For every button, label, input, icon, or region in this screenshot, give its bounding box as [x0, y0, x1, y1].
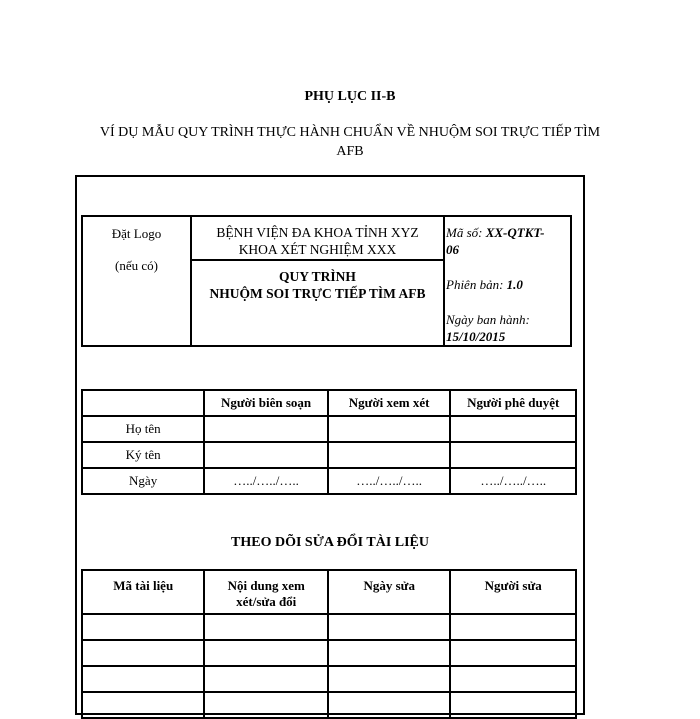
revision-cell[interactable]	[204, 666, 328, 692]
appendix-title: PHỤ LỤC II-B	[304, 89, 396, 104]
issue-date	[446, 311, 570, 345]
revision-table	[81, 569, 577, 719]
hospital-line2: KHOA XÉT NGHIỆM XXX	[238, 242, 397, 257]
procedure-line2: NHUỘM SOI TRỰC TIẾP TÌM AFB	[209, 286, 426, 301]
approval-row-label: Ký tên	[82, 442, 204, 468]
hospital-line1: BỆNH VIỆN ĐA KHOA TỈNH XYZ	[216, 225, 419, 240]
logo-note: (nếu có)	[115, 258, 158, 273]
revision-header-row	[82, 570, 576, 614]
approval-cell[interactable]	[328, 416, 451, 442]
approval-cell[interactable]	[204, 442, 328, 468]
revision-col-content-line1: Nội dung xem	[227, 578, 305, 593]
procedure-title	[192, 268, 443, 302]
revision-row	[82, 666, 576, 692]
document-version	[446, 277, 570, 293]
revision-col-content	[204, 570, 328, 614]
revision-cell[interactable]	[82, 640, 204, 666]
approval-col-approver: Người phê duyệt	[450, 390, 576, 416]
approval-col-reviewer: Người xem xét	[328, 390, 451, 416]
issue-date-label: Ngày ban hành:	[446, 312, 530, 327]
issue-date-value: 15/10/2015	[446, 329, 506, 344]
revision-cell[interactable]	[328, 692, 450, 718]
code-value-line1: XX-QTKT-	[485, 225, 545, 240]
document-title-line2: AFB	[336, 144, 364, 159]
version-label: Phiên bản:	[446, 277, 504, 292]
version-value: 1.0	[506, 277, 523, 292]
document-title	[40, 123, 660, 161]
revision-cell[interactable]	[204, 640, 328, 666]
revision-cell[interactable]	[328, 640, 450, 666]
approval-cell[interactable]	[204, 416, 328, 442]
approval-row-signature	[82, 442, 576, 468]
approval-row-label: Họ tên	[82, 416, 204, 442]
procedure-line1: QUY TRÌNH	[279, 269, 356, 284]
revision-row	[82, 640, 576, 666]
revision-cell[interactable]	[82, 666, 204, 692]
approval-date-cell[interactable]: …../…../…..	[204, 468, 328, 494]
revision-row	[82, 692, 576, 718]
approval-cell[interactable]	[450, 442, 576, 468]
revision-col-date: Ngày sửa	[328, 570, 450, 614]
approval-date-cell[interactable]: …../…../…..	[328, 468, 451, 494]
logo-label: Đặt Logo	[111, 226, 162, 241]
revision-section-title: THEO DÕI SỬA ĐỔI TÀI LIỆU	[231, 535, 429, 550]
revision-cell[interactable]	[328, 614, 450, 640]
revision-cell[interactable]	[450, 692, 576, 718]
approval-date-cell[interactable]: …../…../…..	[450, 468, 576, 494]
code-value-line2: 06	[446, 242, 459, 257]
revision-cell[interactable]	[204, 614, 328, 640]
revision-row	[82, 614, 576, 640]
header-divider-middle	[190, 259, 444, 261]
approval-header-empty	[82, 390, 204, 416]
approval-table	[81, 389, 577, 495]
code-label: Mã số:	[446, 225, 483, 240]
revision-cell[interactable]	[450, 614, 576, 640]
logo-placeholder	[83, 226, 190, 274]
revision-cell[interactable]	[82, 692, 204, 718]
approval-cell[interactable]	[328, 442, 451, 468]
document-title-line1: VÍ DỤ MẪU QUY TRÌNH THỰC HÀNH CHUẨN VỀ NHUỘM SOI TRỰC TIẾP TÌM	[99, 125, 601, 140]
hospital-name	[192, 224, 443, 258]
revision-col-content-line2: xét/sửa đổi	[236, 594, 297, 609]
document-code	[446, 224, 570, 258]
approval-header-row	[82, 390, 576, 416]
header-divider-right	[443, 215, 445, 347]
approval-cell[interactable]	[450, 416, 576, 442]
revision-cell[interactable]	[82, 614, 204, 640]
approval-col-author: Người biên soạn	[204, 390, 328, 416]
revision-cell[interactable]	[450, 640, 576, 666]
approval-row-date	[82, 468, 576, 494]
revision-cell[interactable]	[204, 692, 328, 718]
approval-row-name	[82, 416, 576, 442]
approval-row-label: Ngày	[82, 468, 204, 494]
revision-cell[interactable]	[328, 666, 450, 692]
revision-col-editor: Người sửa	[450, 570, 576, 614]
revision-col-code: Mã tài liệu	[82, 570, 204, 614]
revision-cell[interactable]	[450, 666, 576, 692]
